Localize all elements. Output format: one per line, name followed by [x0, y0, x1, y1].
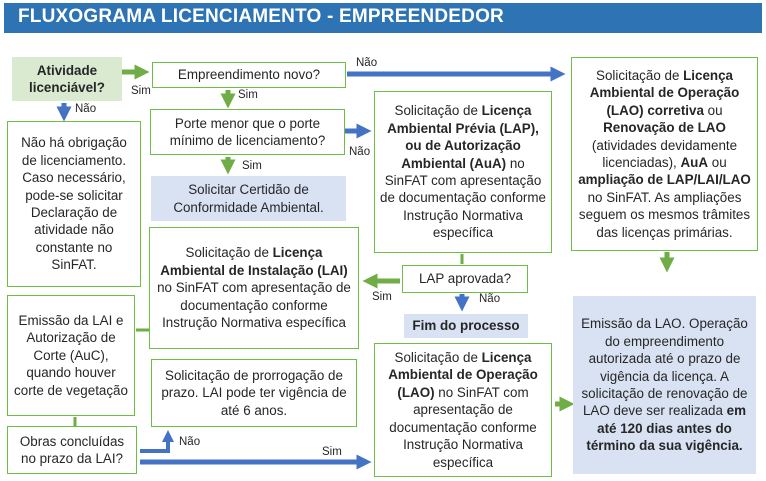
node-emissao-lao: Emissão da LAO. Operação do empreendimento autorizada até o prazo de vigência da licença. A solicitação de renovação de LAO deve ser realizada em até 120 dias antes do término da sua vigência. — [573, 296, 756, 474]
node-solicitacao-lao-corretiva: Solicitação de Licença Ambiental de Operação (LAO) corretiva ou Renovação de LAO (atividades devidamente licenciadas), AuA ou ampliação de LAP/LAI/LAO no SinFAT. As ampliações seguem os mesmos trâmites das licenças primárias. — [571, 57, 758, 251]
label-lap-aprov-sim: Sim — [372, 291, 392, 303]
label-novo-nao: Não — [356, 57, 378, 69]
node-solicitacao-lai: Solicitação de Licença Ambiental de Instalação (LAI) no SinFAT com apresentação de documentação conforme Instrução Normativa específica — [149, 227, 359, 349]
label-obras-sim: Sim — [322, 446, 342, 458]
node-atividade-licenciavel: Atividade licenciável? — [12, 57, 122, 101]
node-solicitacao-lao: Solicitação de Licença Ambiental de Operação (LAO) no SinFAT com apresentação de documentação conforme Instrução Normativa específica — [374, 343, 552, 477]
arrow-obras-nao — [140, 436, 168, 451]
node-lap-aprovada: LAP aprovada? — [402, 265, 528, 293]
label-atividade-sim: Sim — [131, 85, 151, 97]
label-porte-nao: Não — [349, 146, 371, 158]
node-porte-menor: Porte menor que o porte mínimo de licenciamento? — [150, 109, 345, 155]
node-solicitacao-lap: Solicitação de Licença Ambiental Prévia (LAP), ou de Autorização Ambiental (AuA) no SinFAT com apresentação de documentação conforme Instrução Normativa específica — [374, 91, 552, 253]
node-certidao: Solicitar Certidão de Conformidade Ambiental. — [151, 176, 346, 221]
label-atividade-nao: Não — [75, 103, 97, 115]
node-nao-ha-obrigacao: Não há obrigação de licenciamento. Caso necessário, pode-se solicitar Declaração de atividade não constante no SinFAT. — [7, 121, 141, 287]
node-emissao-lai: Emissão da LAI e Autorização de Corte (AuC), quando houver corte de vegetação — [7, 295, 135, 416]
label-porte-sim: Sim — [242, 160, 262, 172]
label-lap-aprov-nao: Não — [479, 293, 501, 305]
label-novo-sim: Sim — [238, 89, 258, 101]
label-obras-nao: Não — [179, 436, 201, 448]
node-empreendimento-novo: Empreendimento novo? — [152, 62, 346, 88]
node-fim-do-processo: Fim do processo — [404, 314, 528, 338]
node-prorrogacao: Solicitação de prorrogação de prazo. LAI pode ter vigência de até 6 anos. — [151, 359, 357, 427]
page-title: FLUXOGRAMA LICENCIAMENTO - EMPREENDEDOR — [18, 6, 504, 27]
node-obras-concluidas: Obras concluídas no prazo da LAI? — [7, 426, 137, 474]
